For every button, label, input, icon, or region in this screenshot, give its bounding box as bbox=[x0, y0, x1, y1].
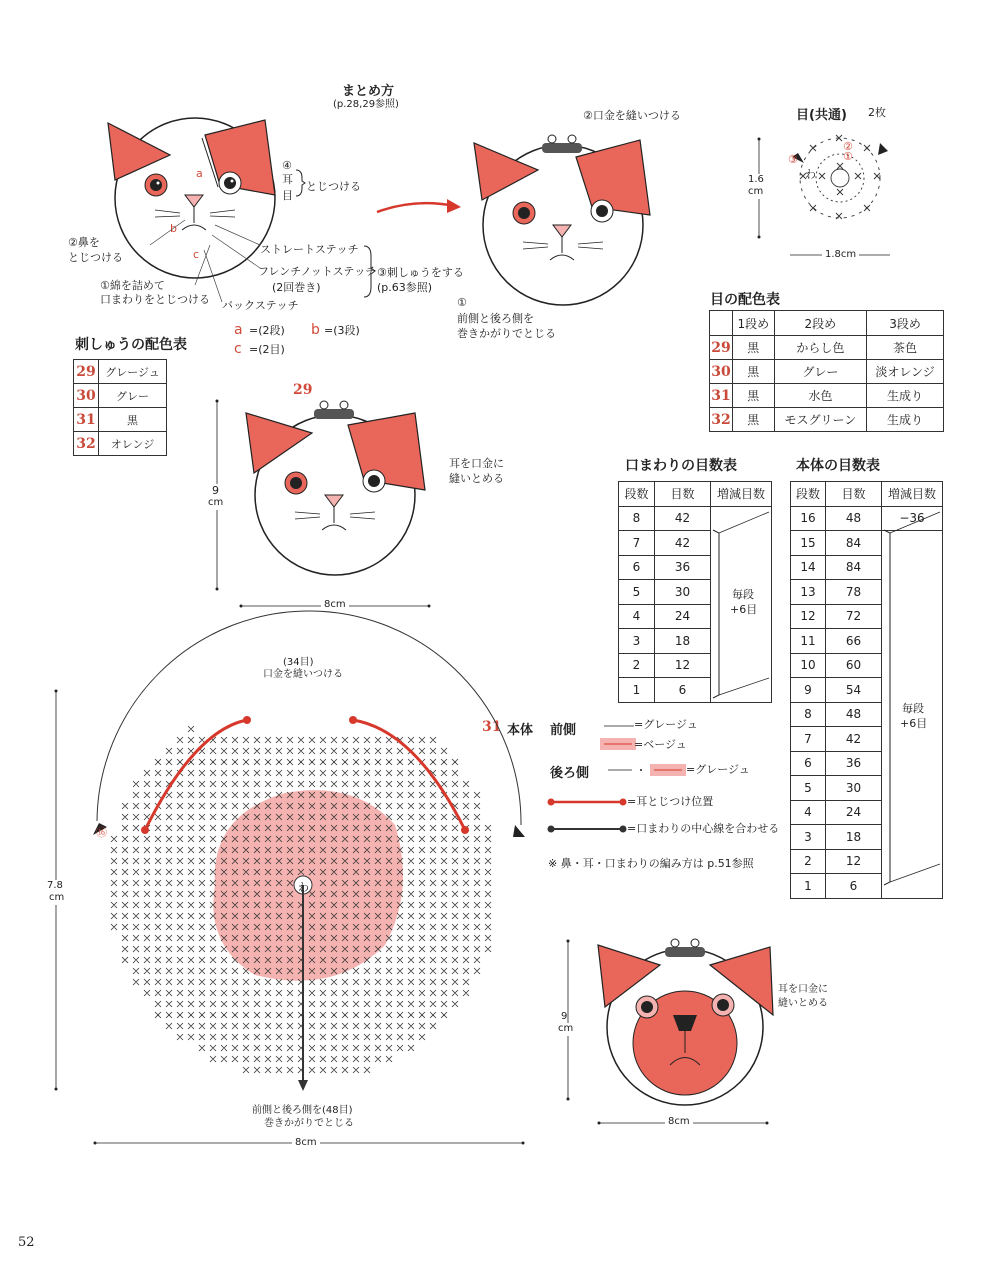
stitch-cell: 6 bbox=[655, 678, 711, 703]
round-cell: 14 bbox=[791, 555, 826, 580]
mouth-increase-line1: 毎段 bbox=[732, 588, 754, 601]
round-cell: 7 bbox=[791, 727, 826, 752]
header-rounds: 段数 bbox=[619, 482, 655, 507]
eye-colors-header-2: 2段め bbox=[774, 311, 867, 336]
round-cell: 8 bbox=[791, 702, 826, 727]
stitch-cell: 18 bbox=[826, 825, 882, 850]
legend-back: 後ろ側 bbox=[550, 766, 590, 781]
finished-29-number: 29 bbox=[293, 382, 313, 398]
eye-round-2: ② bbox=[843, 140, 853, 153]
legend-ear-pos: =耳とじつけ位置 bbox=[627, 795, 714, 808]
page-number: 52 bbox=[18, 1235, 35, 1250]
round-cell: 15 bbox=[791, 531, 826, 556]
finished-31-height-unit: cm bbox=[558, 1023, 574, 1034]
legend-line-beige bbox=[600, 738, 636, 750]
eye-round-1: ① bbox=[843, 150, 853, 163]
embroidery-colors-table bbox=[73, 359, 167, 456]
row-number: 31 bbox=[74, 408, 99, 432]
chart-bottom-line1: 前側と後ろ側を(48目) bbox=[252, 1105, 353, 1116]
stitch-cell: 42 bbox=[655, 506, 711, 531]
table-row bbox=[619, 506, 772, 531]
round-cell: 5 bbox=[619, 580, 655, 605]
stitch-cell: 36 bbox=[826, 751, 882, 776]
nose-line2: とじつける bbox=[68, 251, 123, 264]
round-cell: 4 bbox=[619, 604, 655, 629]
nose-line1: ②鼻を bbox=[68, 236, 100, 249]
round-cell: 3 bbox=[619, 629, 655, 654]
row-number: 30 bbox=[74, 384, 99, 408]
stitch-cell: 18 bbox=[655, 629, 711, 654]
legend-front: 前側 bbox=[550, 723, 577, 738]
color-cell: グレージュ bbox=[99, 360, 167, 384]
stitch-cell: 30 bbox=[826, 776, 882, 801]
chart-height-value: 7.8 bbox=[47, 880, 63, 891]
eye-height-value: 1.6 bbox=[748, 174, 764, 185]
header-stitches: 目数 bbox=[826, 482, 882, 507]
eye-label: 目 bbox=[282, 189, 293, 202]
eye-colors-header-0 bbox=[710, 311, 733, 336]
increase-cell bbox=[711, 506, 772, 531]
abc-c-value: =(2目) bbox=[249, 343, 285, 356]
chart-bottom-line2: 巻きかがりでとじる bbox=[264, 1118, 354, 1129]
chart-top-count: (34目) bbox=[283, 657, 314, 668]
legend-body: 本体 bbox=[507, 723, 534, 738]
eye-colors-table bbox=[709, 310, 944, 432]
eye-title: 目(共通) bbox=[796, 108, 847, 123]
stitch-cell: 42 bbox=[655, 531, 711, 556]
legend-number: 31 bbox=[482, 719, 502, 735]
french-knot-line1: フレンチノットステッチ bbox=[258, 265, 377, 278]
eye-colors-title: 目の配色表 bbox=[710, 292, 780, 308]
stitch-cell: 6 bbox=[826, 874, 882, 899]
finished-29-note-line1: 耳を口金に bbox=[449, 457, 504, 470]
color-cell: 黒 bbox=[99, 408, 167, 432]
finished-31-width: 8cm bbox=[665, 1116, 693, 1129]
legend-line-back bbox=[608, 764, 688, 776]
round-cell: 6 bbox=[791, 751, 826, 776]
row-number: 29 bbox=[710, 336, 733, 360]
eye-count: 2枚 bbox=[868, 106, 886, 119]
color-cell: 黒 bbox=[733, 336, 775, 360]
assembly-arrow bbox=[375, 196, 465, 220]
table-row bbox=[710, 336, 944, 360]
stitch-cell: 54 bbox=[826, 678, 882, 703]
eye-colors-header-1: 1段め bbox=[733, 311, 775, 336]
round-cell: 9 bbox=[791, 678, 826, 703]
abc-b: b bbox=[311, 322, 320, 338]
back-stitch: バックステッチ bbox=[222, 299, 299, 312]
chart-width: 8cm bbox=[292, 1137, 320, 1150]
color-cell: オレンジ bbox=[99, 432, 167, 456]
stitch-cell: 48 bbox=[826, 506, 882, 531]
color-cell: 淡オレンジ bbox=[867, 360, 944, 384]
table-row bbox=[74, 384, 167, 408]
cat-face-31 bbox=[595, 935, 785, 1105]
legend-front-grey: =グレージュ bbox=[634, 718, 698, 731]
assembly-title: まとめ方 bbox=[342, 84, 395, 99]
round-cell: 12 bbox=[791, 604, 826, 629]
round-cell: 5 bbox=[791, 776, 826, 801]
stitch-cell: 48 bbox=[826, 702, 882, 727]
round-cell: 7 bbox=[619, 531, 655, 556]
stuff-line1: ①綿を詰めて bbox=[100, 279, 165, 292]
header-increase: 増減目数 bbox=[711, 482, 772, 507]
chart-round-16: ⑯ bbox=[96, 826, 107, 839]
embroider-line2: (p.63参照) bbox=[377, 281, 433, 294]
eye-height-unit: cm bbox=[748, 186, 764, 197]
header-increase: 増減目数 bbox=[882, 482, 943, 507]
row-number: 29 bbox=[74, 360, 99, 384]
header-stitches: 目数 bbox=[655, 482, 711, 507]
stuff-line2: 口まわりをとじつける bbox=[100, 293, 210, 306]
color-cell: 黒 bbox=[733, 384, 775, 408]
stitch-cell: 84 bbox=[826, 555, 882, 580]
eye-round-3: ③ bbox=[788, 153, 798, 166]
finished-29-height-unit: cm bbox=[208, 497, 224, 508]
stitch-cell: 24 bbox=[655, 604, 711, 629]
legend-back-grey: =グレージュ bbox=[686, 763, 750, 776]
abc-a: a bbox=[234, 322, 243, 338]
stitch-cell: 12 bbox=[655, 653, 711, 678]
increase-cell: −36 bbox=[882, 506, 943, 531]
finished-31-note-line1: 耳を口金に bbox=[778, 984, 828, 995]
eye-ring: わ bbox=[805, 168, 816, 181]
leader-lines bbox=[100, 190, 360, 310]
stitch-cell: 72 bbox=[826, 604, 882, 629]
eye-width: 1.8cm bbox=[822, 249, 859, 262]
cat-face-29 bbox=[240, 395, 440, 575]
stitch-cell: 30 bbox=[655, 580, 711, 605]
body-stitch-chart bbox=[85, 675, 535, 1115]
ear-number: ④ bbox=[282, 159, 292, 172]
mouth-table-title: 口まわりの目数表 bbox=[625, 458, 737, 474]
label-b: b bbox=[170, 222, 177, 235]
stitch-cell: 12 bbox=[826, 849, 882, 874]
color-cell: からし色 bbox=[774, 336, 867, 360]
round-cell: 6 bbox=[619, 555, 655, 580]
french-knot-line2: (2回巻き) bbox=[272, 281, 321, 294]
ear-label: 耳 bbox=[282, 173, 293, 186]
straight-stitch: ストレートステッチ bbox=[260, 243, 359, 256]
finished-31-note-line2: 縫いとめる bbox=[778, 998, 828, 1009]
attach-metal-note: ②口金を縫いつける bbox=[583, 109, 681, 122]
mouth-increase-line2: +6目 bbox=[730, 603, 758, 616]
legend-mouth-center-line bbox=[548, 824, 628, 834]
table-row bbox=[791, 506, 943, 531]
stitch-cell: 84 bbox=[826, 531, 882, 556]
row-number: 30 bbox=[710, 360, 733, 384]
body-increase-line1: 毎段 bbox=[902, 702, 924, 715]
chart-height-unit: cm bbox=[49, 892, 65, 903]
abc-b-value: =(3段) bbox=[324, 324, 360, 337]
table-row bbox=[74, 408, 167, 432]
stitch-cell: 24 bbox=[826, 800, 882, 825]
label-a: a bbox=[196, 167, 203, 180]
round-cell: 16 bbox=[791, 506, 826, 531]
chart-top-note: 口金を縫いつける bbox=[263, 669, 343, 680]
bind-line2: 前側と後ろ側を bbox=[457, 312, 534, 325]
abc-a-value: =(2段) bbox=[249, 324, 285, 337]
finished-29-note-line2: 縫いとめる bbox=[449, 472, 504, 485]
round-cell: 3 bbox=[791, 825, 826, 850]
embroidery-brace bbox=[364, 244, 376, 299]
legend-line-grey bbox=[604, 723, 634, 729]
round-cell: 8 bbox=[619, 506, 655, 531]
stitch-cell: 42 bbox=[826, 727, 882, 752]
table-row bbox=[710, 384, 944, 408]
round-cell: 1 bbox=[791, 874, 826, 899]
table-row bbox=[74, 360, 167, 384]
bind-line1: ① bbox=[457, 296, 467, 309]
finished-29-width: 8cm bbox=[321, 599, 349, 612]
stitch-cell: 66 bbox=[826, 629, 882, 654]
color-cell: 茶色 bbox=[867, 336, 944, 360]
row-number: 32 bbox=[710, 408, 733, 432]
label-c: c bbox=[193, 248, 200, 261]
round-cell: 11 bbox=[791, 629, 826, 654]
color-cell: グレー bbox=[774, 360, 867, 384]
round-cell: 13 bbox=[791, 580, 826, 605]
color-cell: 水色 bbox=[774, 384, 867, 408]
chart-ring: わ bbox=[298, 881, 309, 894]
legend-mouth-center: =口まわりの中心線を合わせる bbox=[627, 822, 780, 835]
embroidery-colors-title: 刺しゅうの配色表 bbox=[75, 337, 187, 353]
table-row bbox=[74, 432, 167, 456]
round-cell: 2 bbox=[619, 653, 655, 678]
assembly-ref: (p.28,29参照) bbox=[333, 99, 399, 110]
color-cell: 黒 bbox=[733, 408, 775, 432]
eye-stitch-diagram bbox=[790, 133, 890, 233]
finished-31-height-value: 9 bbox=[561, 1011, 568, 1022]
eye-colors-header-3: 3段め bbox=[867, 311, 944, 336]
color-cell: 生成り bbox=[867, 384, 944, 408]
body-increase-line2: +6目 bbox=[900, 717, 928, 730]
legend-ear-position-line bbox=[548, 797, 628, 807]
color-cell: モスグリーン bbox=[774, 408, 867, 432]
round-cell: 2 bbox=[791, 849, 826, 874]
round-cell: 10 bbox=[791, 653, 826, 678]
header-rounds: 段数 bbox=[791, 482, 826, 507]
color-cell: 生成り bbox=[867, 408, 944, 432]
legend-note: ※ 鼻・耳・口まわりの編み方は p.51参照 bbox=[548, 857, 754, 870]
legend-front-beige: =ベージュ bbox=[634, 738, 687, 751]
attach-label: とじつける bbox=[306, 180, 361, 193]
round-cell: 4 bbox=[791, 800, 826, 825]
embroider-line1: ③刺しゅうをする bbox=[377, 266, 464, 279]
finished-29-height-value: 9 bbox=[212, 484, 219, 497]
table-row bbox=[710, 360, 944, 384]
body-table-title: 本体の目数表 bbox=[796, 458, 880, 474]
color-cell: グレー bbox=[99, 384, 167, 408]
abc-c: c bbox=[234, 341, 242, 357]
stitch-cell: 78 bbox=[826, 580, 882, 605]
stitch-cell: 60 bbox=[826, 653, 882, 678]
color-cell: 黒 bbox=[733, 360, 775, 384]
row-number: 32 bbox=[74, 432, 99, 456]
round-cell: 1 bbox=[619, 678, 655, 703]
row-number: 31 bbox=[710, 384, 733, 408]
stitch-cell: 36 bbox=[655, 555, 711, 580]
cat-face-assembled bbox=[468, 125, 658, 295]
table-row bbox=[710, 408, 944, 432]
bind-line3: 巻きかがりでとじる bbox=[457, 327, 556, 340]
